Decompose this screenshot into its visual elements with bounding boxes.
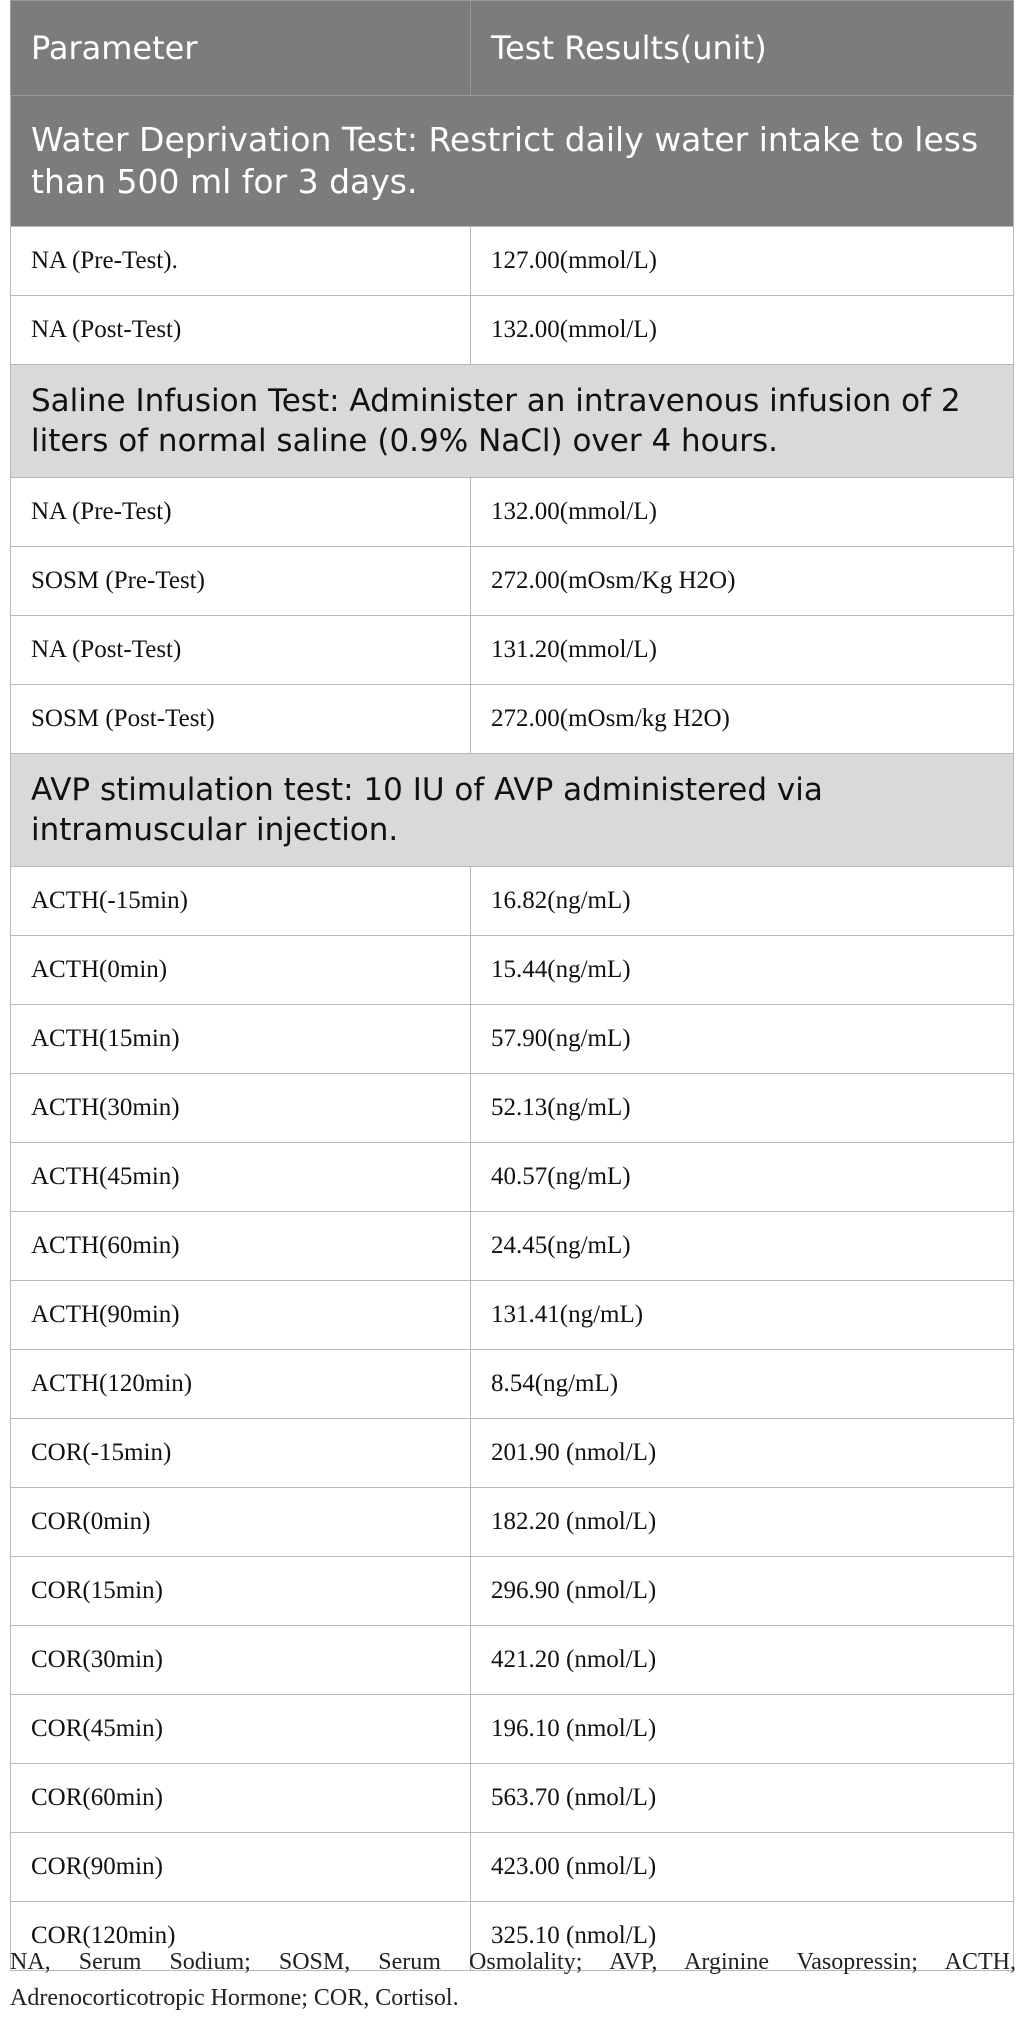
result-cell: 132.00(mmol/L) <box>471 478 1014 547</box>
table-row <box>11 1557 1014 1626</box>
result-cell: 132.00(mmol/L) <box>471 296 1014 365</box>
parameter-cell: COR(120min) <box>11 1902 471 1971</box>
parameter-cell: ACTH(60min) <box>11 1212 471 1281</box>
parameter-cell: COR(90min) <box>11 1833 471 1902</box>
table-row <box>11 1488 1014 1557</box>
parameter-cell: NA (Post-Test) <box>11 296 471 365</box>
table-footnote: NA, Serum Sodium; SOSM, Serum Osmolality; AVP, Arginine Vasopressin; ACTH, Adrenocorticotropic Hormone; COR, Cortisol. <box>10 1949 1016 2011</box>
parameter-cell: NA (Post-Test) <box>11 616 471 685</box>
result-cell: 24.45(ng/mL) <box>471 1212 1014 1281</box>
result-cell: 131.20(mmol/L) <box>471 616 1014 685</box>
header-row <box>11 1 1014 96</box>
result-cell: 272.00(mOsm/Kg H2O) <box>471 547 1014 616</box>
table-row <box>11 296 1014 365</box>
parameter-cell: COR(-15min) <box>11 1419 471 1488</box>
results-table <box>10 0 1014 1971</box>
result-cell: 423.00 (nmol/L) <box>471 1833 1014 1902</box>
header-test-results: Test Results(unit) <box>471 1 1014 96</box>
parameter-cell: COR(15min) <box>11 1557 471 1626</box>
result-cell: 421.20 (nmol/L) <box>471 1626 1014 1695</box>
result-cell: 57.90(ng/mL) <box>471 1005 1014 1074</box>
table-row <box>11 1281 1014 1350</box>
parameter-cell: SOSM (Post-Test) <box>11 685 471 754</box>
table-row <box>11 616 1014 685</box>
section-title: AVP stimulation test: 10 IU of AVP administered via intramuscular injection. <box>11 754 1014 867</box>
table-row <box>11 867 1014 936</box>
section-title: Saline Infusion Test: Administer an intravenous infusion of 2 liters of normal saline (0.9% NaCl) over 4 hours. <box>11 365 1014 478</box>
parameter-cell: COR(30min) <box>11 1626 471 1695</box>
header-parameter: Parameter <box>11 1 471 96</box>
table-row <box>11 1212 1014 1281</box>
parameter-cell: COR(0min) <box>11 1488 471 1557</box>
parameter-cell: ACTH(15min) <box>11 1005 471 1074</box>
table-row <box>11 547 1014 616</box>
section-title: Water Deprivation Test: Restrict daily water intake to less than 500 ml for 3 days. <box>11 96 1014 227</box>
table-row <box>11 685 1014 754</box>
result-cell: 325.10 (nmol/L) <box>471 1902 1014 1971</box>
table-header <box>11 1 1014 96</box>
table-row <box>11 1143 1014 1212</box>
result-cell: 196.10 (nmol/L) <box>471 1695 1014 1764</box>
result-cell: 127.00(mmol/L) <box>471 227 1014 296</box>
parameter-cell: ACTH(30min) <box>11 1074 471 1143</box>
section-row <box>11 365 1014 478</box>
result-cell: 16.82(ng/mL) <box>471 867 1014 936</box>
section-row <box>11 96 1014 227</box>
result-cell: 563.70 (nmol/L) <box>471 1764 1014 1833</box>
parameter-cell: COR(60min) <box>11 1764 471 1833</box>
parameter-cell: ACTH(45min) <box>11 1143 471 1212</box>
result-cell: 40.57(ng/mL) <box>471 1143 1014 1212</box>
parameter-cell: ACTH(90min) <box>11 1281 471 1350</box>
table-body <box>11 96 1014 1971</box>
table-row <box>11 1695 1014 1764</box>
result-cell: 296.90 (nmol/L) <box>471 1557 1014 1626</box>
results-table-container <box>10 0 1013 1971</box>
parameter-cell: NA (Pre-Test) <box>11 478 471 547</box>
table-row <box>11 1833 1014 1902</box>
parameter-cell: COR(45min) <box>11 1695 471 1764</box>
parameter-cell: ACTH(0min) <box>11 936 471 1005</box>
parameter-cell: SOSM (Pre-Test) <box>11 547 471 616</box>
result-cell: 15.44(ng/mL) <box>471 936 1014 1005</box>
result-cell: 182.20 (nmol/L) <box>471 1488 1014 1557</box>
table-row <box>11 936 1014 1005</box>
table-row <box>11 227 1014 296</box>
table-row <box>11 1764 1014 1833</box>
parameter-cell: ACTH(-15min) <box>11 867 471 936</box>
table-row <box>11 478 1014 547</box>
result-cell: 201.90 (nmol/L) <box>471 1419 1014 1488</box>
parameter-cell: NA (Pre-Test). <box>11 227 471 296</box>
section-row <box>11 754 1014 867</box>
result-cell: 131.41(ng/mL) <box>471 1281 1014 1350</box>
result-cell: 52.13(ng/mL) <box>471 1074 1014 1143</box>
result-cell: 8.54(ng/mL) <box>471 1350 1014 1419</box>
table-row <box>11 1005 1014 1074</box>
table-row <box>11 1074 1014 1143</box>
result-cell: 272.00(mOsm/kg H2O) <box>471 685 1014 754</box>
table-row <box>11 1626 1014 1695</box>
table-row <box>11 1350 1014 1419</box>
table-row <box>11 1419 1014 1488</box>
parameter-cell: ACTH(120min) <box>11 1350 471 1419</box>
